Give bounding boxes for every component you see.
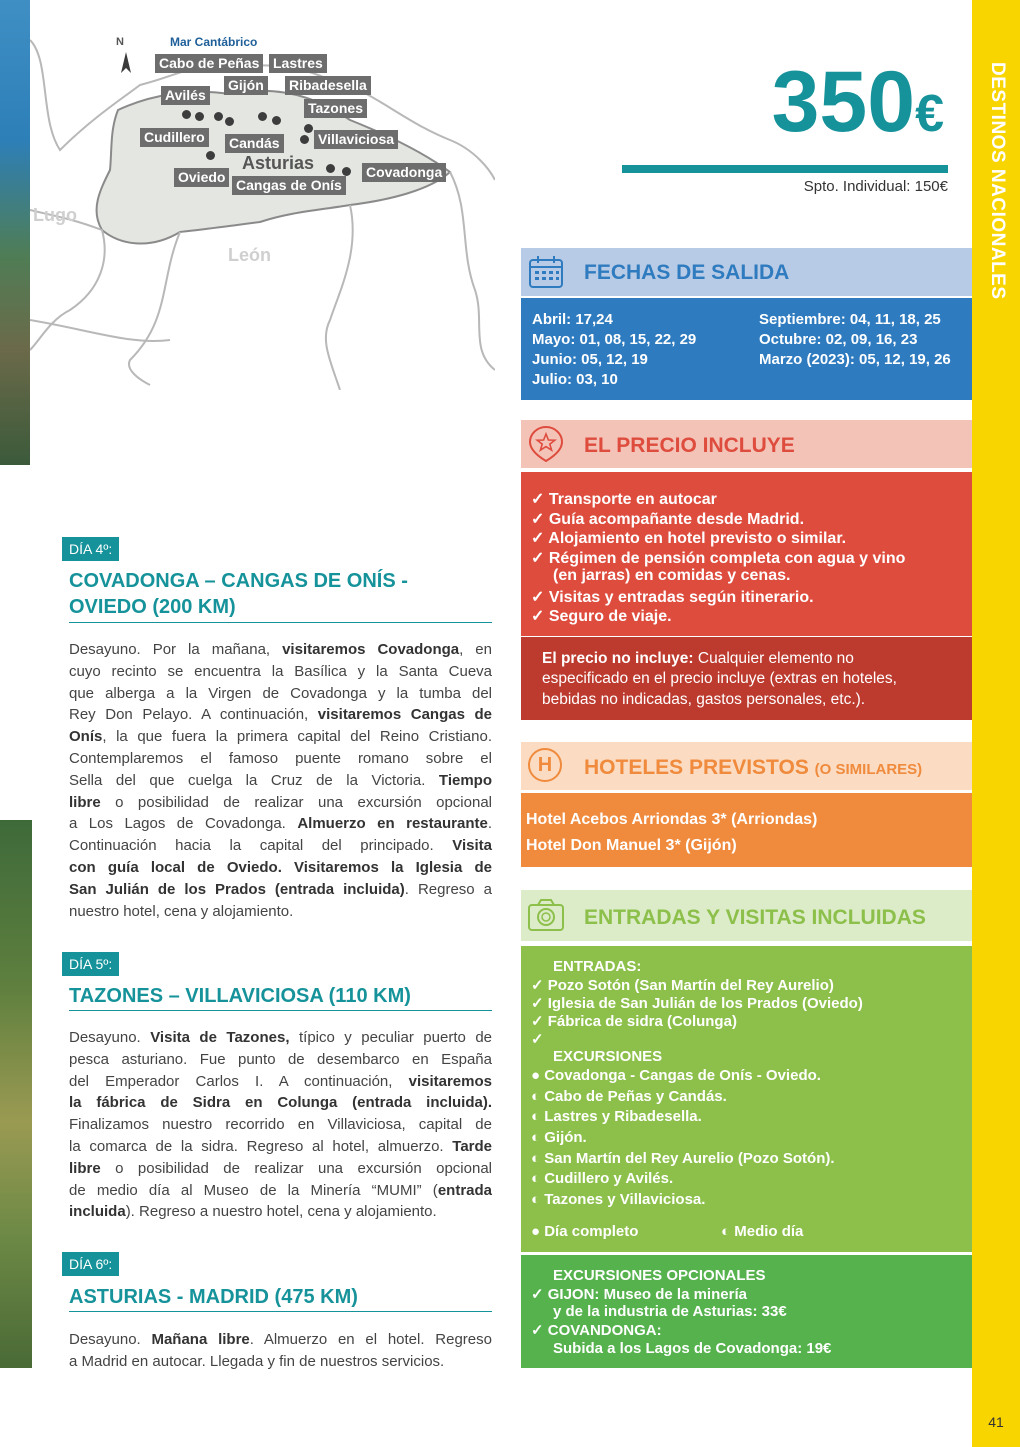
fechas-left-line: Abril: 17,24 — [532, 311, 613, 328]
price-amount: 350 — [771, 54, 916, 150]
hoteles-title-main: HOTELES PREVISTOS — [584, 756, 809, 779]
forest-photo-strip — [0, 820, 32, 1368]
description-line: San Julián de los Prados (entrada incluida). Regreso a — [69, 880, 492, 898]
price-currency: € — [915, 85, 944, 143]
description-line: a Los Lagos de Covadonga. Almuerzo en restaurante. — [69, 815, 492, 833]
excursion-line: ● Covadonga - Cangas de Onís - Oviedo. — [531, 1067, 821, 1084]
entradas-line: EXCURSIONES — [553, 1048, 663, 1065]
day-title — [69, 983, 492, 1009]
map-label-tazones: Tazones — [304, 99, 367, 118]
map-dot — [342, 167, 351, 176]
fechas-right-line: Septiembre: 04, 11, 18, 25 — [759, 311, 941, 328]
description-line: cuyo recinto se encuentra la Basílica y la Santa Cueva — [69, 662, 492, 680]
opcionales-line: y de la industria de Asturias: 33€ — [553, 1303, 787, 1320]
opcionales-box — [521, 1255, 972, 1368]
description-line: incluida). Regreso a nuestro hotel, cena y alojamiento. — [69, 1203, 437, 1221]
hotel-item: Hotel Acebos Arriondas 3* (Arriondas) — [526, 811, 818, 828]
map-label-villaviciosa: Villaviciosa — [314, 130, 398, 149]
incluye-item: ✓ Guía acompañante desde Madrid. — [531, 511, 805, 528]
day-title — [69, 1284, 492, 1310]
day-description — [69, 639, 492, 922]
map-label-aviles: Avilés — [161, 86, 210, 105]
fechas-left-line: Julio: 03, 10 — [532, 371, 618, 388]
opcionales-line: ✓ COVANDONGA: — [531, 1322, 662, 1339]
map-dot — [326, 164, 335, 173]
map-label-cudillero: Cudillero — [140, 128, 209, 147]
entradas-line: ✓ Fábrica de sidra (Colunga) — [531, 1013, 737, 1030]
fechas-left-line: Junio: 05, 12, 19 — [532, 351, 648, 368]
day-description — [69, 1329, 492, 1373]
north-symbol: N — [116, 36, 124, 48]
hoteles-title-small: (O SIMILARES) — [814, 761, 923, 778]
description-line: Rey Don Pelayo. A continuación, visitaremos Cangas de — [69, 706, 492, 724]
fechas-title: FECHAS DE SALIDA — [584, 261, 790, 284]
map-label-lastres: Lastres — [269, 54, 327, 73]
opcionales-line: Subida a los Lagos de Covadonga: 19€ — [553, 1340, 832, 1357]
star-badge-icon — [527, 425, 565, 463]
calendar-icon — [528, 254, 564, 290]
route-map — [30, 0, 495, 390]
hoteles-title — [584, 756, 922, 780]
no-incluye-line: bebidas no indicadas, gastos personales, etc.). — [542, 691, 866, 708]
hotel-item: Hotel Don Manuel 3* (Gijón) — [526, 837, 737, 854]
page-number: 41 — [988, 1414, 1004, 1430]
map-dot — [182, 110, 191, 119]
day-title-line: TAZONES – VILLAVICIOSA (110 KM) — [69, 985, 411, 1007]
day-title-rule — [69, 1311, 492, 1312]
incluye-item: ✓ Visitas y entradas según itinerario. — [531, 589, 814, 606]
description-line: Desayuno. Por la mañana, visitaremos Covadonga, en — [69, 641, 492, 658]
day-tag: DÍA 5º: — [62, 952, 119, 976]
entradas-line: ENTRADAS: — [553, 958, 642, 975]
day-title-line: ASTURIAS - MADRID (475 KM) — [69, 1286, 358, 1308]
description-line: Continuación hacia la capital del principado. Visita — [69, 837, 492, 855]
opcionales-line: EXCURSIONES OPCIONALES — [553, 1267, 766, 1284]
description-line: Desayuno. Mañana libre. Almuerzo en el hotel. Regreso — [69, 1331, 492, 1348]
hotel-icon: H — [528, 748, 562, 782]
description-line: libre o posibilidad de realizar una excursión opcional — [69, 1159, 492, 1177]
fechas-right-line: Octubre: 02, 09, 16, 23 — [759, 331, 918, 348]
day-title-rule — [69, 622, 492, 623]
day-description — [69, 1027, 492, 1223]
map-label-ribadesella: Ribadesella — [285, 76, 371, 95]
description-line: a Madrid en autocar. Llegada y fin de nuestros servicios. — [69, 1352, 445, 1370]
map-label-covadonga: Covadonga — [362, 163, 446, 182]
description-line: libre o posibilidad de realizar una excursión opcional — [69, 793, 492, 811]
legend-half-day: ◐ Medio día — [721, 1223, 804, 1240]
day-tag: DÍA 4º: — [62, 537, 119, 561]
map-dot — [300, 135, 309, 144]
fechas-body — [521, 298, 972, 400]
entradas-line: ✓ Iglesia de San Julián de los Prados (Oviedo) — [531, 995, 863, 1012]
description-line: con guía local de Oviedo. Visitaremos la Iglesia de — [69, 858, 492, 876]
excursion-line: ◐ Lastres y Ribadesella. — [531, 1108, 702, 1125]
region-asturias: Asturias — [242, 153, 315, 173]
coast-photo-strip — [0, 0, 30, 465]
excursion-line: ◐ Cudillero y Avilés. — [531, 1170, 674, 1187]
map-dot — [206, 151, 215, 160]
incluye-item: (en jarras) en comidas y cenas. — [553, 567, 791, 584]
no-incluye-label: El precio no incluye: — [542, 650, 694, 667]
description-line: Contemplaremos el famoso puente romano sobre el — [69, 749, 492, 767]
price-underline — [622, 165, 948, 173]
description-line: del Emperador Carlos I. A continuación, visitaremos — [69, 1072, 492, 1090]
entradas-line: ✓ — [531, 1031, 544, 1048]
description-line: Finalizamos nuestro recorrido en Villaviciosa, capital de — [69, 1116, 492, 1134]
description-line: de medio día al Museo de la Minería “MUMI” (entrada — [69, 1181, 492, 1199]
fechas-left-line: Mayo: 01, 08, 15, 22, 29 — [532, 331, 697, 348]
sea-label: Mar Cantábrico — [170, 35, 258, 49]
camera-icon — [527, 898, 565, 932]
day-title-rule — [69, 1010, 492, 1011]
excursion-line: ◐ Tazones y Villaviciosa. — [531, 1191, 706, 1208]
incluye-item: ✓ Alojamiento en hotel previsto o similar. — [531, 530, 847, 547]
fechas-right-line: Marzo (2023): 05, 12, 19, 26 — [759, 351, 951, 368]
hoteles-body — [521, 793, 972, 867]
day-title — [69, 568, 492, 620]
no-incluye-line: especificado en el precio incluye (extras en hoteles, — [542, 670, 897, 687]
map-dot — [304, 124, 313, 133]
map-label-oviedo: Oviedo — [174, 168, 229, 187]
description-line: Sella del que cuelga la Cruz de la Victoria. Tiempo — [69, 771, 492, 789]
fechas-header — [521, 248, 972, 296]
entradas-line: ✓ Pozo Sotón (San Martín del Rey Aurelio) — [531, 977, 834, 994]
opcionales-line: ✓ GIJON: Museo de la minería — [531, 1286, 747, 1303]
description-line: la comarca de la sidra. Regreso al hotel, almuerzo. Tarde — [69, 1137, 492, 1155]
day-title-line: COVADONGA – CANGAS DE ONÍS - — [69, 570, 408, 592]
incluye-item: ✓ Régimen de pensión completa con agua y vino — [531, 550, 906, 567]
map-dot — [225, 117, 234, 126]
side-band-label-wrap — [972, 62, 1020, 342]
legend-full-day: ● Día completo — [531, 1223, 639, 1240]
map-dot — [214, 112, 223, 121]
region-leon: León — [228, 245, 271, 265]
price — [772, 52, 944, 164]
description-line: nuestro hotel, cena y alojamiento. — [69, 902, 294, 920]
incluye-item: ✓ Seguro de viaje. — [531, 608, 672, 625]
description-line: Onís, la que fuera la primera capital del Reino Cristiano. — [69, 728, 492, 746]
map-label-gijon: Gijón — [224, 76, 268, 95]
excursion-line: ◐ San Martín del Rey Aurelio (Pozo Sotón). — [531, 1150, 835, 1167]
no-incluye-line — [542, 650, 854, 668]
entradas-header — [521, 890, 972, 941]
no-incluye-box — [521, 637, 972, 720]
region-lugo: Lugo — [33, 205, 77, 225]
day-title-line: OVIEDO (200 KM) — [69, 596, 236, 618]
entradas-title: ENTRADAS Y VISITAS INCLUIDAS — [584, 906, 926, 929]
excursion-line: ◐ Gijón. — [531, 1129, 587, 1146]
incluye-body — [521, 472, 972, 636]
map-dot — [258, 112, 267, 121]
map-label-cabo-de-penas: Cabo de Peñas — [155, 54, 263, 73]
hoteles-header — [521, 742, 972, 790]
entradas-body — [521, 946, 972, 1252]
incluye-title: EL PRECIO INCLUYE — [584, 434, 795, 457]
side-band-label: DESTINOS NACIONALES — [987, 62, 1008, 300]
excursion-line: ◐ Cabo de Peñas y Candás. — [531, 1088, 727, 1105]
no-incluye-text: Cualquier elemento no — [693, 650, 854, 667]
map-label-cangas-de-onis: Cangas de Onís — [232, 176, 346, 195]
map-dot — [195, 112, 204, 121]
incluye-item: ✓ Transporte en autocar — [531, 491, 717, 508]
map-label-candas: Candás — [225, 134, 284, 153]
map-dot — [272, 116, 281, 125]
incluye-header — [521, 420, 972, 468]
description-line: pesca asturiano. Fue punto de desembarco en España — [69, 1050, 492, 1068]
description-line: que alberga a la Virgen de Covadonga y la tumba del — [69, 684, 492, 702]
description-line: la fábrica de Sidra en Colunga (entrada incluida). — [69, 1094, 492, 1112]
description-line: Desayuno. Visita de Tazones, típico y peculiar puerto de — [69, 1029, 492, 1046]
single-supplement: Spto. Individual: 150€ — [803, 178, 948, 195]
day-tag: DÍA 6º: — [62, 1252, 119, 1276]
